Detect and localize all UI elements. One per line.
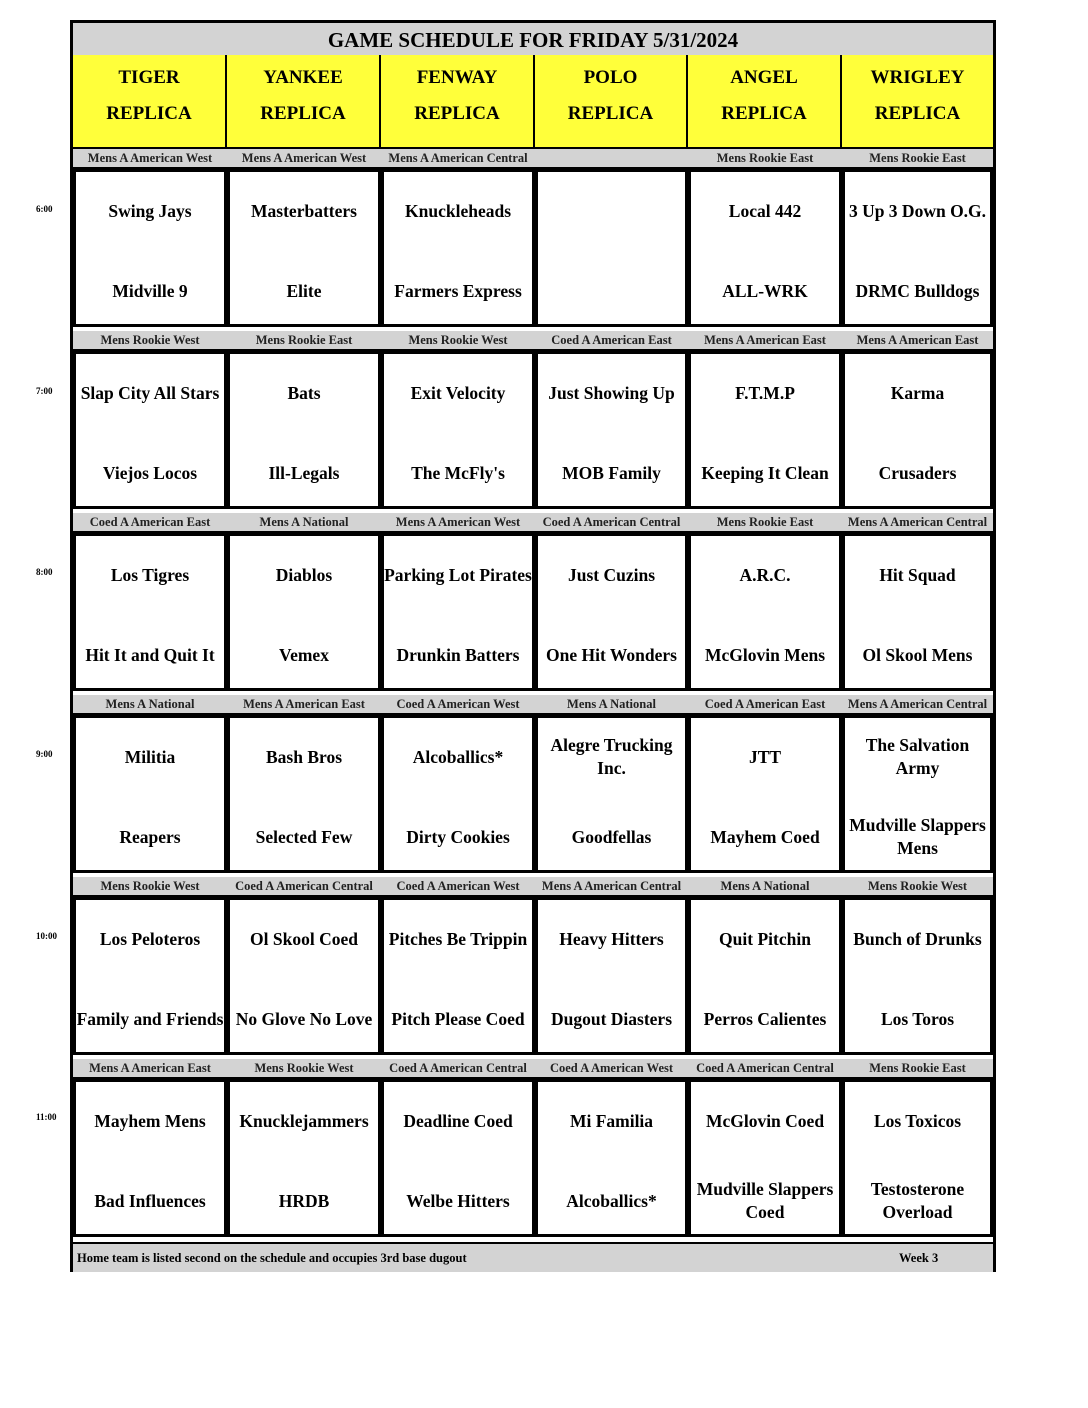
division-row xyxy=(73,149,993,169)
away-team: Bash Bros xyxy=(265,746,343,767)
game-cell xyxy=(688,169,842,327)
page-title: GAME SCHEDULE FOR FRIDAY 5/31/2024 xyxy=(73,23,993,57)
field-name: YANKEE xyxy=(263,67,343,88)
field-name: ANGEL xyxy=(730,67,798,88)
game-cell xyxy=(73,1079,227,1237)
home-team: MOB Family xyxy=(562,462,661,483)
away-team: McGlovin Coed xyxy=(705,1110,825,1131)
division-label: Mens A National xyxy=(259,515,349,529)
game-cell xyxy=(227,351,381,509)
home-team: Hit It and Quit It xyxy=(85,644,215,665)
division-label: Coed A American Central xyxy=(389,1061,527,1075)
game-cell xyxy=(73,351,227,509)
game-cell xyxy=(227,715,381,873)
game-cell xyxy=(535,715,688,873)
division-label: Mens A American East xyxy=(243,697,365,711)
home-team: Los Toros xyxy=(880,1008,955,1029)
field-header-yankee xyxy=(227,55,381,149)
time-label: 9:00 xyxy=(36,749,53,759)
away-team: Quit Pitchin xyxy=(719,928,811,949)
home-team: Pitch Please Coed xyxy=(391,1008,525,1029)
away-team: Hit Squad xyxy=(879,564,956,585)
game-cell xyxy=(842,897,993,1055)
game-row xyxy=(73,715,993,877)
game-cell xyxy=(535,533,688,691)
home-team: Mudville Slappers Coed xyxy=(696,1179,834,1222)
field-header-fenway xyxy=(381,55,535,149)
home-team: The McFly's xyxy=(411,462,505,483)
game-cell xyxy=(688,351,842,509)
game-cell xyxy=(73,533,227,691)
division-label: Coed A American West xyxy=(396,879,520,893)
away-team: Just Showing Up xyxy=(548,382,675,403)
division-label: Mens A National xyxy=(105,697,195,711)
home-team: Goodfellas xyxy=(571,826,652,847)
home-team: Viejos Locos xyxy=(102,462,198,483)
division-label: Mens A American Central xyxy=(847,515,988,529)
time-slot-row xyxy=(73,331,993,513)
game-cell xyxy=(73,169,227,327)
home-team: Testosterone Overload xyxy=(870,1179,965,1222)
home-team: Reapers xyxy=(119,826,181,847)
division-label: Mens A American East xyxy=(89,1061,211,1075)
home-team: Mayhem Coed xyxy=(710,826,820,847)
game-row xyxy=(73,897,993,1059)
game-cell xyxy=(842,533,993,691)
game-cell xyxy=(842,169,993,327)
away-team: Diablos xyxy=(275,564,333,585)
field-name: TIGER xyxy=(118,67,180,88)
home-team: Ill-Legals xyxy=(268,462,340,483)
home-team: Welbe Hitters xyxy=(406,1190,510,1211)
field-subtitle: REPLICA xyxy=(721,103,807,124)
game-cell xyxy=(381,715,535,873)
division-row xyxy=(73,877,993,897)
away-team: Los Tigres xyxy=(110,564,190,585)
division-label: Coed A American Central xyxy=(542,515,681,529)
time-slot-row xyxy=(73,149,993,331)
home-team: Family and Friends xyxy=(76,1008,224,1029)
game-row xyxy=(73,169,993,331)
division-label: Mens A National xyxy=(567,697,656,711)
division-row xyxy=(73,1059,993,1079)
game-cell xyxy=(842,715,993,873)
field-header-angel xyxy=(688,55,842,149)
home-team: Keeping It Clean xyxy=(701,462,829,483)
division-label: Mens Rookie East xyxy=(716,515,814,529)
division-label: Mens A American West xyxy=(241,151,367,165)
home-team: Mudville Slappers Mens xyxy=(849,815,986,858)
division-label: Mens A American Central xyxy=(388,151,528,165)
home-team: DRMC Bulldogs xyxy=(855,280,980,301)
footer-bar xyxy=(73,1242,993,1272)
game-cell xyxy=(688,715,842,873)
away-team: Swing Jays xyxy=(108,200,192,221)
division-label: Coed A American Central xyxy=(235,879,373,893)
away-team: The Salvation Army xyxy=(865,735,970,778)
division-label: Coed A American East xyxy=(551,333,672,347)
game-cell xyxy=(688,1079,842,1237)
game-cell xyxy=(73,715,227,873)
footer-note: Home team is listed second on the schedule and occupies 3rd base dugout xyxy=(77,1251,467,1265)
time-slot-row xyxy=(73,695,993,877)
game-cell xyxy=(381,533,535,691)
division-label: Mens Rookie West xyxy=(100,333,200,347)
home-team: ALL-WRK xyxy=(722,280,808,301)
home-team: McGlovin Mens xyxy=(704,644,826,665)
division-label: Mens A American West xyxy=(395,515,521,529)
home-team: Perros Calientes xyxy=(703,1008,827,1029)
game-row xyxy=(73,1079,993,1241)
home-team: Selected Few xyxy=(255,826,353,847)
away-team: Heavy Hitters xyxy=(559,928,664,949)
away-team: JTT xyxy=(748,746,782,767)
game-cell xyxy=(381,1079,535,1237)
game-cell xyxy=(535,897,688,1055)
game-cell xyxy=(73,897,227,1055)
home-team: Ol Skool Mens xyxy=(862,644,973,665)
away-team: Mayhem Mens xyxy=(94,1110,206,1131)
home-team: Dugout Diasters xyxy=(550,1008,673,1029)
field-subtitle: REPLICA xyxy=(260,103,346,124)
away-team: Bunch of Drunks xyxy=(853,928,982,949)
home-team: Midville 9 xyxy=(112,280,188,301)
field-header-tiger xyxy=(73,55,227,149)
division-label: Mens Rookie East xyxy=(869,1061,966,1075)
division-label: Mens Rookie East xyxy=(255,333,353,347)
away-team: Mi Familia xyxy=(569,1110,654,1131)
division-label: Coed A American Central xyxy=(696,1061,834,1075)
home-team: Dirty Cookies xyxy=(406,826,510,847)
field-subtitle: REPLICA xyxy=(414,103,500,124)
division-label: Mens Rookie East xyxy=(716,151,814,165)
home-team: Drunkin Batters xyxy=(396,644,520,665)
field-subtitle: REPLICA xyxy=(106,103,192,124)
away-team: Deadline Coed xyxy=(403,1110,513,1131)
away-team: F.T.M.P xyxy=(735,382,795,403)
home-team: Bad Influences xyxy=(94,1190,206,1211)
away-team: Slap City All Stars xyxy=(80,382,220,403)
division-label: Mens A American West xyxy=(87,151,213,165)
time-label: 10:00 xyxy=(36,931,57,941)
field-subtitle: REPLICA xyxy=(874,103,961,124)
time-slot-row xyxy=(73,877,993,1059)
home-team: Alcoballics* xyxy=(566,1190,657,1211)
game-cell xyxy=(688,533,842,691)
game-cell xyxy=(227,1079,381,1237)
away-team: Alcoballics* xyxy=(412,746,504,767)
away-team: Karma xyxy=(890,382,945,403)
time-slot-row xyxy=(73,513,993,695)
division-label: Coed A American West xyxy=(396,697,520,711)
division-label: Coed A American West xyxy=(549,1061,674,1075)
division-label: Mens Rookie West xyxy=(100,879,200,893)
away-team: Just Cuzins xyxy=(567,564,656,585)
time-label: 6:00 xyxy=(36,204,53,214)
away-team: Exit Velocity xyxy=(410,382,506,403)
home-team: Elite xyxy=(286,280,322,301)
game-cell xyxy=(688,897,842,1055)
away-team: Knuckleheads xyxy=(405,200,511,221)
game-cell xyxy=(842,351,993,509)
division-label: Mens Rookie West xyxy=(254,1061,354,1075)
away-team: Ol Skool Coed xyxy=(250,928,358,949)
away-team: Parking Lot Pirates xyxy=(384,564,532,585)
field-header-wrigley xyxy=(842,55,993,149)
division-label: Mens A American East xyxy=(704,333,826,347)
division-label: Mens Rookie West xyxy=(867,879,968,893)
field-subtitle: REPLICA xyxy=(567,103,654,124)
division-row xyxy=(73,695,993,715)
home-team: HRDB xyxy=(278,1190,330,1211)
home-team: Vemex xyxy=(279,644,329,665)
time-label: 8:00 xyxy=(36,567,53,577)
home-team: One Hit Wonders xyxy=(546,644,677,665)
field-header-row xyxy=(73,55,993,149)
game-cell xyxy=(535,169,688,327)
division-row xyxy=(73,331,993,351)
home-team: Farmers Express xyxy=(394,280,522,301)
division-label: Coed A American East xyxy=(704,697,826,711)
division-label xyxy=(535,149,688,167)
game-cell xyxy=(381,351,535,509)
time-slot-row xyxy=(73,1059,993,1241)
division-row xyxy=(73,513,993,533)
away-team: Los Peloteros xyxy=(99,928,201,949)
game-cell xyxy=(227,533,381,691)
away-team: Pitches Be Trippin xyxy=(388,928,528,949)
away-team: Knucklejammers xyxy=(239,1110,369,1131)
time-label: 7:00 xyxy=(36,386,53,396)
field-name: POLO xyxy=(583,67,638,88)
away-team: Local 442 xyxy=(728,200,802,221)
home-team: No Glove No Love xyxy=(235,1008,373,1029)
game-cell xyxy=(227,169,381,327)
away-team: 3 Up 3 Down O.G. xyxy=(848,200,987,221)
schedule-sheet xyxy=(70,20,996,1272)
away-team: A.R.C. xyxy=(739,564,791,585)
division-label: Mens A American East xyxy=(856,333,979,347)
division-label: Coed A American East xyxy=(89,515,211,529)
away-team: Militia xyxy=(124,746,176,767)
division-label: Mens Rookie West xyxy=(408,333,508,347)
division-label: Mens A American Central xyxy=(541,879,682,893)
game-row xyxy=(73,533,993,695)
home-team xyxy=(538,266,685,316)
game-cell xyxy=(227,897,381,1055)
field-name: FENWAY xyxy=(416,67,498,88)
game-cell xyxy=(381,169,535,327)
away-team: Bats xyxy=(287,382,321,403)
division-label: Mens Rookie East xyxy=(869,151,966,165)
game-cell xyxy=(535,1079,688,1237)
game-cell xyxy=(842,1079,993,1237)
game-cell xyxy=(381,897,535,1055)
week-label: Week 3 xyxy=(899,1251,939,1265)
field-header-polo xyxy=(535,55,688,149)
division-label: Mens A National xyxy=(720,879,810,893)
away-team: Alegre Trucking Inc. xyxy=(550,735,673,778)
away-team xyxy=(538,186,685,236)
away-team: Masterbatters xyxy=(251,200,357,221)
home-team: Crusaders xyxy=(878,462,957,483)
game-cell xyxy=(535,351,688,509)
field-name: WRIGLEY xyxy=(870,67,965,88)
division-label: Mens A American Central xyxy=(847,697,988,711)
away-team: Los Toxicos xyxy=(873,1110,962,1131)
time-label: 11:00 xyxy=(36,1112,57,1122)
game-row xyxy=(73,351,993,513)
